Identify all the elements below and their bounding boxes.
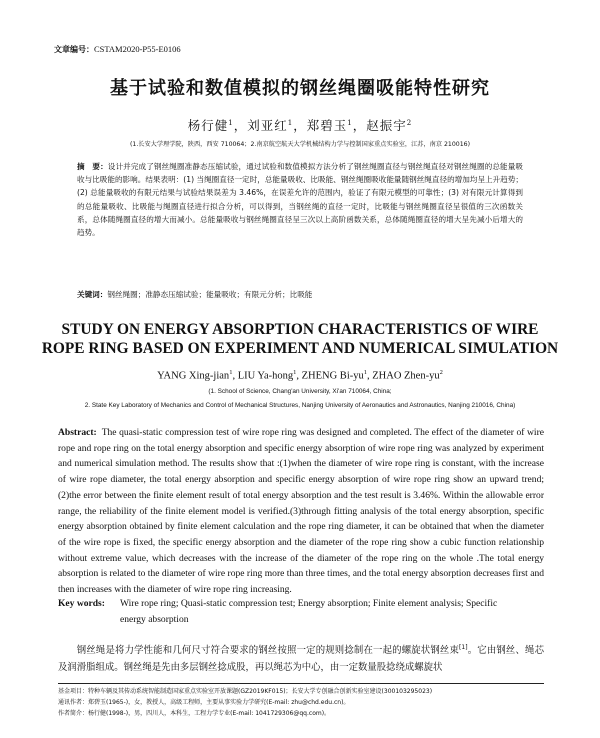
cn-author-separator: ， [352,118,367,133]
chinese-abstract-label: 摘 要： [77,162,108,171]
body-paragraph [58,639,544,676]
body-reference[interactable]: [1] [459,644,468,651]
body-text-after-ref: 。它由钢丝、绳芯及润滑脂组成。钢丝绳是先由多层钢丝捻成股，再以绳芯为中心，由一定数量股捻绕成螺旋状 [58,645,544,674]
cn-author-1-affil: 1 [228,118,234,127]
en-author-3-affil: 1 [363,369,367,376]
en-author-2: LIU Ya-hong [237,370,294,382]
english-keywords-label: Key words: [58,598,105,609]
footnote-divider [58,683,544,684]
cn-author-separator: ， [293,118,307,133]
chinese-affiliation: (1.长安大学理学院，陕西，西安 710064；2.南京航空航天大学机械结构力学与控制国家重点实验室，江苏，南京 210016) [129,141,471,148]
chinese-abstract [77,160,523,239]
article-number-label: 文章编号： [54,45,94,54]
chinese-authors [0,116,600,134]
en-author-separator: , [366,370,373,382]
chinese-keywords-label: 关键词： [77,290,108,299]
cn-author-4-affil: 2 [406,118,413,127]
english-keywords [58,596,544,627]
cn-author-3: 郑碧玉 [306,118,348,133]
english-keywords-line2: energy absorption [120,613,189,625]
en-author-3: ZHENG Bi-yu [301,370,364,382]
footnote-author-bio: 作者简介：杨行健(1998-)，男，四川人，本科生，工程力学专业(E-mail: 1041729306@qq.com)。 [58,710,331,717]
en-author-4-affil: 2 [439,369,443,376]
english-abstract [58,425,544,598]
cn-author-3-affil: 1 [347,118,353,127]
cn-author-2-affil: 1 [287,118,294,127]
english-affiliation-2: 2. State Key Laboratory of Mechanics and Control of Mechanical Structures, Nanjing University of Aeronautics and Astronautics, Nanjing 210016, China) [84,402,516,409]
cn-author-4: 赵振宇 [366,118,407,133]
chinese-title: 基于试验和数值模拟的钢丝绳圈吸能特性研究 [110,78,490,99]
article-number-value: CSTAM2020-P55-E0106 [94,44,181,54]
en-author-separator: , [232,370,238,382]
chinese-keywords [77,289,523,300]
en-author-2-affil: 1 [293,369,297,376]
footnote-corresponding-author: 通讯作者：郑碧玉(1965-)，女，教授人，高级工程师，主要从事实验力学研究(E-mail: zhu@chd.edu.cn)。 [58,699,350,706]
footnote-funding: 基金项目：特种车辆及其传动系统智能制造国家重点实验室开放课题(GZ2019KF015)；长安大学专创融合创新实验室建设(300103295023) [58,688,433,695]
footnotes [58,686,548,719]
cn-author-separator: ， [233,118,248,133]
english-abstract-text: The quasi-static compression test of wire rope ring was designed and completed. The effect of the diameter of wire rope and rope ring on the total energy absorption and specific energy absorption of wire rope ring was analyzed by experiment and numerical simulation method. The results show that :(1)when the diameter of wire rope ring is constant, with the increase of wire rope diameter, the total energy absorption and specific energy absorption of wire rope ring show an upward trend;(2)the error between the finite element result of total energy absorption and the test result is 3.46%. Within the allowable error range, the reliability of the finite element model is verified.(3)through fitting analysis of the total energy absorption, specific energy absorption obtained by finite element calculation and the rope ring diameter, it can be obtained that when the diameter of the wire rope is fixed, the specific energy absorption and the diameter of the rope ring show a cubic function relationship without extreme value, which decreases with the increase of the diameter of the rope ring on the whole .The total energy absorption is related to the diameter of wire rope ring more than three times, and the total energy absorption decreases first and then increases with the diameter of wire rope ring increasing. [58,427,544,596]
en-author-separator: , [296,370,302,382]
english-affiliation-1: (1. School of Science, Chang'an University, Xi'an 710064, China; [208,388,392,395]
en-author-4: ZHAO Zhen-yu [372,370,440,382]
body-text-before-ref: 钢丝绳是将力学性能和几何尺寸符合要求的钢丝按照一定的规则捻制在一起的螺旋状钢丝束 [76,645,460,657]
en-author-1: YANG Xing-jian [157,370,230,382]
chinese-abstract-text: 设计并完成了钢丝绳圈准静态压缩试验，通过试验和数值模拟方法分析了钢丝绳圈直径与钢丝绳直径对钢丝绳圈的总能量吸收与比吸能的影响。结果表明：(1) 当绳圈直径一定时，总能量吸收、比吸能、钢丝绳圈吸收能量随钢丝绳直径的增加均呈上升趋势；(2) 总能量吸收的有限元结果与试验结果误差为 3.46%，在误差允许的范围内，验证了有限元模型的可靠性；(3) 对有限元计算得到的总能量吸收、比吸能与绳圈直径进行拟合分析，可以得到，当钢丝绳的直径一定时，比吸能与钢丝绳圈直径呈很值的三次函数关系，总体随绳圈直径的增大而减小。总能量吸收与钢丝绳圈直径呈三次以上高阶函数关系，总体随绳圈直径的增大呈先减小后增大的趋势。 [77,162,524,238]
english-authors [0,369,600,382]
article-number [54,44,181,55]
cn-author-1: 杨行健 [187,118,229,133]
cn-author-2: 刘亚红 [247,118,288,133]
en-author-1-affil: 1 [229,369,233,376]
english-abstract-label: Abstract: [58,427,97,438]
english-keywords-line1: Wire rope ring; Quasi-static compression test; Energy absorption; Finite element analysis; Specific [120,598,498,609]
english-title: STUDY ON ENERGY ABSORPTION CHARACTERISTICS OF WIRE ROPE RING BASED ON EXPERIMENT AND NUMERICAL SIMULATION [41,321,559,357]
chinese-keywords-text: 钢丝绳圈；准静态压缩试验；能量吸收；有限元分析；比吸能 [107,290,313,299]
